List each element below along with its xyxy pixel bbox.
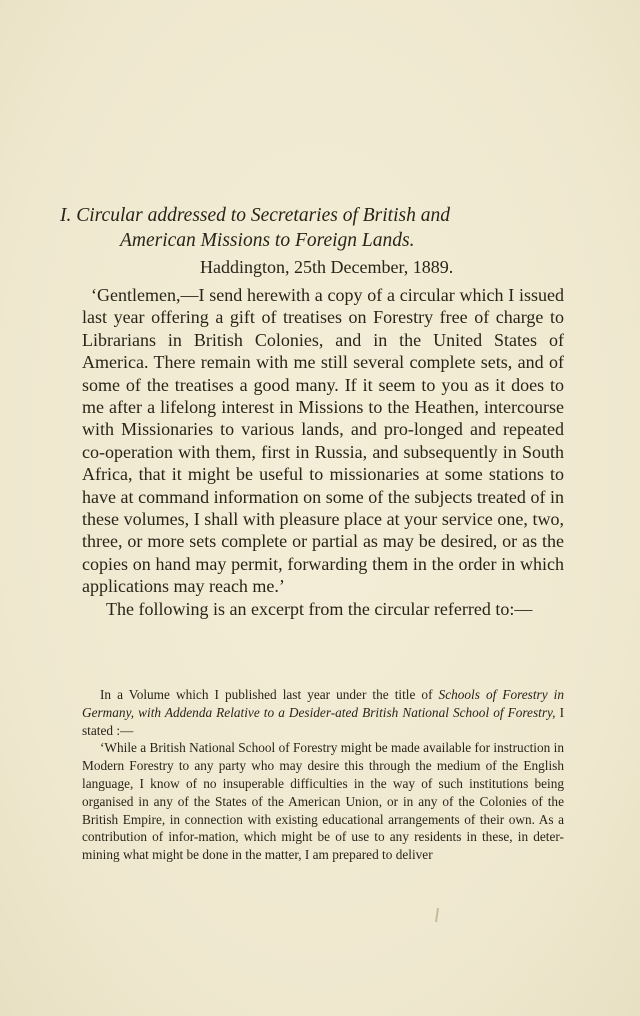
excerpt-body: ‘While a British National School of Forestry might be made available for instruction in Modern Forestry to any party who may desire this through the medium of the English language, I know of no insuperable difficulties in the way of such institutions being organised in any of the States of the American Union, or in any of the Colonies of the British Empire, in connection with existing educational arrangements of their own. As a contribution of infor-mation, which might be of use to any residents in these, in deter-mining what might be done in the matter, I am prepared to deliver	[82, 740, 564, 863]
page-mark	[435, 908, 439, 922]
excerpt-intro-pre: In a Volume which I published last year under the title of	[100, 687, 433, 702]
circular-heading	[60, 203, 590, 253]
circular-excerpt	[82, 686, 564, 864]
following-line: The following is an excerpt from the circular referred to:—	[106, 598, 533, 619]
letter-paragraph: ‘Gentlemen,—I send herewith a copy of a circular which I issued last year offering a gift of treatises on Forestry free of charge to Librarians in British Colonies, and in the United States of America. There remain with me still several complete sets, and of some of the treatises a good many. If it seem to you as it does to me after a lifelong interest in Missions to the Heathen, intercourse with Missionaries to various lands, and pro-longed and repeated co-operation with them, first in Russia, and subsequently in South Africa, that it might be useful to missionaries at some stations to have at command information on some of the subjects treated of in these volumes, I shall with pleasure place at your service one, two, three, or more sets complete or partial as may be desired, or as the copies on hand may permit, forwarding them in the order in which applications may reach me.’	[82, 285, 564, 597]
excerpt-book-subtitle: with Addenda Relative to a Desider-ated British National School of Forestry,	[138, 704, 556, 720]
excerpt-book-title: Schools of Forestry in Germany,	[82, 687, 564, 720]
heading-line-2: American Missions to Foreign Lands.	[120, 230, 415, 251]
letter-body	[82, 284, 564, 620]
excerpt-intro-post: I stated :—	[82, 704, 564, 738]
excerpt-intro	[82, 686, 564, 739]
heading-line-1: I. Circular addressed to Secretaries of British and	[60, 205, 450, 226]
dateline: Haddington, 25th December, 1889.	[200, 257, 454, 277]
